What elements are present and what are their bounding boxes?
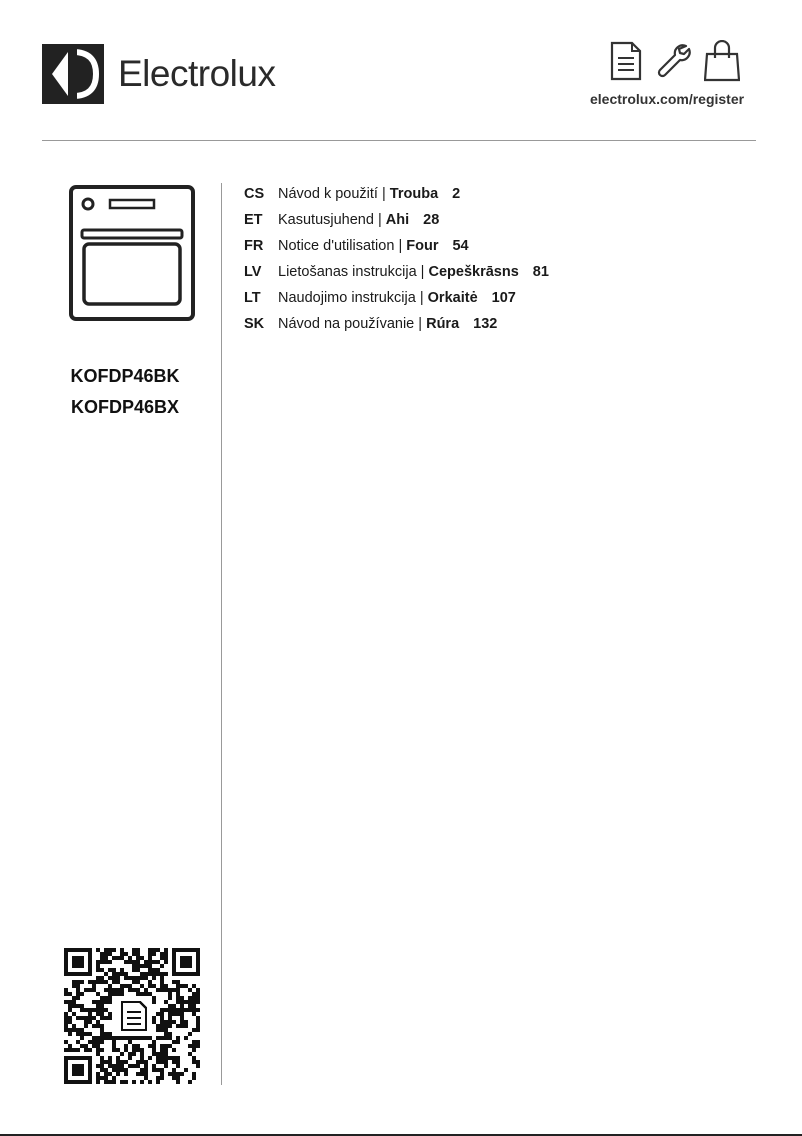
language-entry[interactable] (244, 186, 549, 212)
wrench-icon (656, 40, 692, 82)
language-entry[interactable] (244, 238, 549, 264)
separator: | (418, 316, 423, 332)
manual-title: Naudojimo instrukcija (278, 290, 416, 306)
page-number: 81 (532, 264, 549, 280)
brand-name: Electrolux (118, 53, 276, 94)
document-icon (608, 40, 644, 82)
product-name: Four (406, 238, 439, 254)
qr-code-icon[interactable] (64, 948, 200, 1084)
register-url[interactable]: electrolux.com/register (590, 91, 745, 107)
model-number: KOFDP46BK (70, 366, 180, 386)
language-index (244, 186, 549, 342)
product-name: Rúra (426, 316, 460, 332)
manual-title: Kasutusjuhend (278, 212, 374, 228)
page-number: 28 (423, 212, 440, 228)
language-entry[interactable] (244, 264, 549, 290)
manual-title: Lietošanas instrukcija (278, 264, 417, 280)
page-number: 54 (452, 238, 469, 254)
manual-title: Notice d'utilisation (278, 238, 395, 254)
separator: | (420, 264, 425, 280)
manual-title: Návod k použití (278, 186, 378, 202)
separator: | (419, 290, 424, 306)
product-name: Ahi (385, 212, 410, 228)
product-name: Cepeškrāsns (428, 264, 519, 280)
brand-logo (42, 44, 275, 104)
language-code: FR (244, 238, 264, 254)
product-name: Orkaitė (427, 290, 478, 306)
manual-title: Návod na používanie (278, 316, 415, 332)
column-divider (221, 183, 222, 1085)
electrolux-logo-icon (42, 44, 104, 104)
register-icons (608, 40, 740, 82)
language-code: CS (244, 186, 265, 202)
language-code: LV (244, 264, 262, 280)
separator: | (377, 212, 382, 228)
language-entry[interactable] (244, 212, 549, 238)
separator: | (398, 238, 403, 254)
product-name: Trouba (389, 186, 439, 202)
language-code: SK (244, 316, 265, 332)
model-number: KOFDP46BX (70, 397, 180, 417)
language-code: ET (244, 212, 263, 228)
header-divider (42, 140, 756, 141)
language-code: LT (244, 290, 261, 306)
oven-icon (68, 184, 196, 322)
page-number: 132 (473, 316, 498, 332)
language-entry[interactable] (244, 290, 549, 316)
page-number: 107 (491, 290, 516, 306)
language-entry[interactable] (244, 316, 549, 342)
page-number: 2 (452, 186, 461, 202)
shopping-bag-icon (704, 40, 740, 82)
separator: | (381, 186, 386, 202)
